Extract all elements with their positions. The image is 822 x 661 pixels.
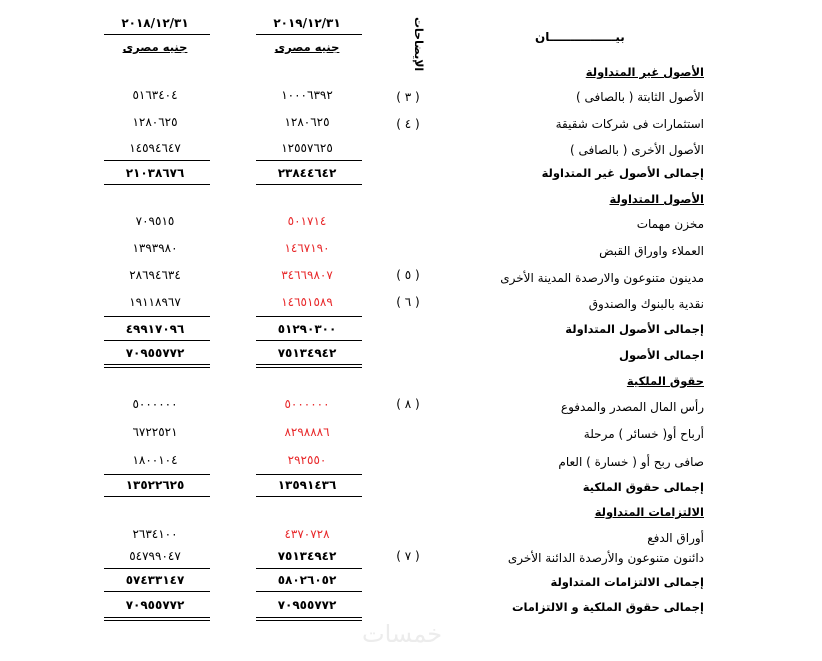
- total-rule: [256, 184, 362, 185]
- row-label: مدينون متنوعون والارصدة المدينة الأخرى: [500, 271, 704, 285]
- row-value-2019: ٧٥١٣٤٩٤٢: [277, 549, 337, 563]
- total-rule: [256, 496, 362, 497]
- row-note: ( ٥ ): [396, 268, 420, 282]
- row-value-2018: ١٤٥٩٤٦٤٧: [129, 141, 181, 155]
- subtotal-rule: [104, 568, 210, 569]
- section-current-assets: الأصول المتداولة: [609, 192, 704, 206]
- subtotal-rule: [256, 316, 362, 317]
- row-label: إجمالى الأصول غير المتداولة: [541, 166, 704, 180]
- row-label: اجمالى الأصول: [618, 348, 704, 362]
- row-value-2018: ٢١٠٣٨٦٧٦: [125, 166, 185, 180]
- double-rule: [256, 617, 362, 618]
- row-label: إجمالى حقوق الملكية و الالتزامات: [511, 600, 704, 614]
- row-value-2019: ١٤٦٧١٩٠: [284, 241, 330, 255]
- row-value-2019: ٨٢٩٨٨٨٦: [284, 425, 330, 439]
- double-rule: [104, 620, 210, 621]
- row-label: إجمالى الأصول المتداولة: [565, 322, 704, 336]
- row-value-2018: ٧٠٩٥٥٧٧٢: [125, 598, 185, 612]
- subtotal-rule: [256, 474, 362, 475]
- row-value-2019: ١٤٦٥١٥٨٩: [281, 295, 333, 309]
- row-label: العملاء واوراق القبض: [599, 244, 704, 258]
- col-2018-currency: جنيه مصرى: [122, 40, 188, 54]
- col-2019-currency: جنيه مصرى: [274, 40, 340, 54]
- subtotal-rule: [104, 160, 210, 161]
- row-label: صافى ربح أو ( خسارة ) العام: [558, 455, 704, 469]
- row-value-2018: ٥٤٧٩٩٠٤٧: [129, 549, 181, 563]
- row-value-2018: ٧٠٩٥١٥: [135, 214, 175, 228]
- row-value-2018: ٢٦٣٤١٠٠: [132, 527, 178, 541]
- row-value-2018: ٥١٦٣٤٠٤: [132, 88, 178, 102]
- header-rule-2018: [104, 34, 210, 35]
- row-value-2019: ٥٠١٧١٤: [287, 214, 327, 228]
- notes-header: الإيضاحات: [412, 16, 425, 72]
- row-value-2019: ١٢٥٥٧٦٢٥: [281, 141, 333, 155]
- row-value-2018: ٧٠٩٥٥٧٧٢: [125, 346, 185, 360]
- row-value-2019: ٢٩٢٥٥٠: [287, 453, 327, 467]
- watermark-logo: خمسات: [362, 620, 443, 648]
- row-label: الأصول الثابتة ( بالصافى ): [575, 90, 704, 104]
- row-label: أرباح أو( خسائر ) مرحلة: [583, 427, 704, 441]
- total-rule: [256, 591, 362, 592]
- total-rule: [104, 496, 210, 497]
- row-value-2018: ١٣٥٢٢٦٢٥: [125, 478, 185, 492]
- subtotal-rule: [104, 316, 210, 317]
- col-2018-date: ٢٠١٨/١٢/٣١: [121, 16, 189, 30]
- row-note: ( ٦ ): [396, 295, 420, 309]
- row-value-2018: ١٢٨٠٦٢٥: [132, 115, 178, 129]
- row-value-2018: ٦٧٢٢٥٢١: [132, 425, 178, 439]
- subtotal-rule: [104, 474, 210, 475]
- total-rule: [104, 340, 210, 341]
- header-rule-2019: [256, 34, 362, 35]
- row-value-2019: ٥١٢٩٠٣٠٠: [277, 322, 337, 336]
- statement-title: بيــــــــــــــــان: [535, 30, 625, 44]
- double-rule: [256, 620, 362, 621]
- double-rule: [104, 617, 210, 618]
- col-2019-date: ٢٠١٩/١٢/٣١: [273, 16, 341, 30]
- double-rule: [256, 364, 362, 365]
- double-rule: [104, 367, 210, 368]
- row-value-2019: ٥٨٠٢٦٠٥٢: [277, 573, 337, 587]
- total-rule: [104, 184, 210, 185]
- row-value-2019: ٢٣٨٤٤٦٤٢: [277, 166, 337, 180]
- row-value-2019: ٧٥١٣٤٩٤٢: [277, 346, 337, 360]
- row-value-2018: ٥٧٤٣٣١٤٧: [125, 573, 185, 587]
- row-value-2018: ٤٩٩١٧٠٩٦: [125, 322, 185, 336]
- row-label: رأس المال المصدر والمدفوع: [560, 400, 704, 414]
- row-value-2019: ١٢٨٠٦٢٥: [284, 115, 330, 129]
- row-value-2018: ١٩١١٨٩٦٧: [129, 295, 181, 309]
- row-value-2019: ٧٠٩٥٥٧٧٢: [277, 598, 337, 612]
- section-non-current-assets: الأصول غير المتداولة: [585, 65, 704, 79]
- row-label: إجمالى حقوق الملكية: [582, 480, 704, 494]
- row-label: إجمالى الالتزامات المتداولة: [550, 575, 704, 589]
- row-note: ( ٨ ): [396, 397, 420, 411]
- row-value-2018: ٥٠٠٠٠٠٠: [132, 397, 178, 411]
- subtotal-rule: [256, 568, 362, 569]
- double-rule: [256, 367, 362, 368]
- row-label: أوراق الدفع: [647, 531, 704, 545]
- section-equity: حقوق الملكية: [626, 374, 704, 388]
- row-value-2018: ١٨٠٠١٠٤: [132, 453, 178, 467]
- row-value-2019: ٣٤٦٦٩٨٠٧: [281, 268, 333, 282]
- row-value-2019: ١٣٥٩١٤٣٦: [277, 478, 337, 492]
- double-rule: [104, 364, 210, 365]
- section-current-liabilities: الالتزامات المتداولة: [594, 505, 704, 519]
- row-label: الأصول الأخرى ( بالصافى ): [570, 143, 704, 157]
- subtotal-rule: [256, 160, 362, 161]
- row-value-2019: ١٠٠٠٦٣٩٢: [281, 88, 333, 102]
- row-note: ( ٤ ): [396, 117, 420, 131]
- row-value-2019: ٤٣٧٠٧٢٨: [284, 527, 330, 541]
- row-note: ( ٣ ): [396, 90, 420, 104]
- row-label: مخزن مهمات: [636, 217, 704, 231]
- row-note: ( ٧ ): [396, 549, 420, 563]
- row-value-2019: ٥٠٠٠٠٠٠: [284, 397, 330, 411]
- row-label: دائنون متنوعون والأرصدة الدائنة الأخرى: [507, 551, 704, 565]
- total-rule: [104, 591, 210, 592]
- total-rule: [256, 340, 362, 341]
- row-label: نقدية بالبنوك والصندوق: [588, 297, 704, 311]
- row-label: استثمارات فى شركات شقيقة: [555, 117, 704, 131]
- row-value-2018: ٢٨٦٩٤٦٣٤: [129, 268, 181, 282]
- row-value-2018: ١٣٩٣٩٨٠: [132, 241, 178, 255]
